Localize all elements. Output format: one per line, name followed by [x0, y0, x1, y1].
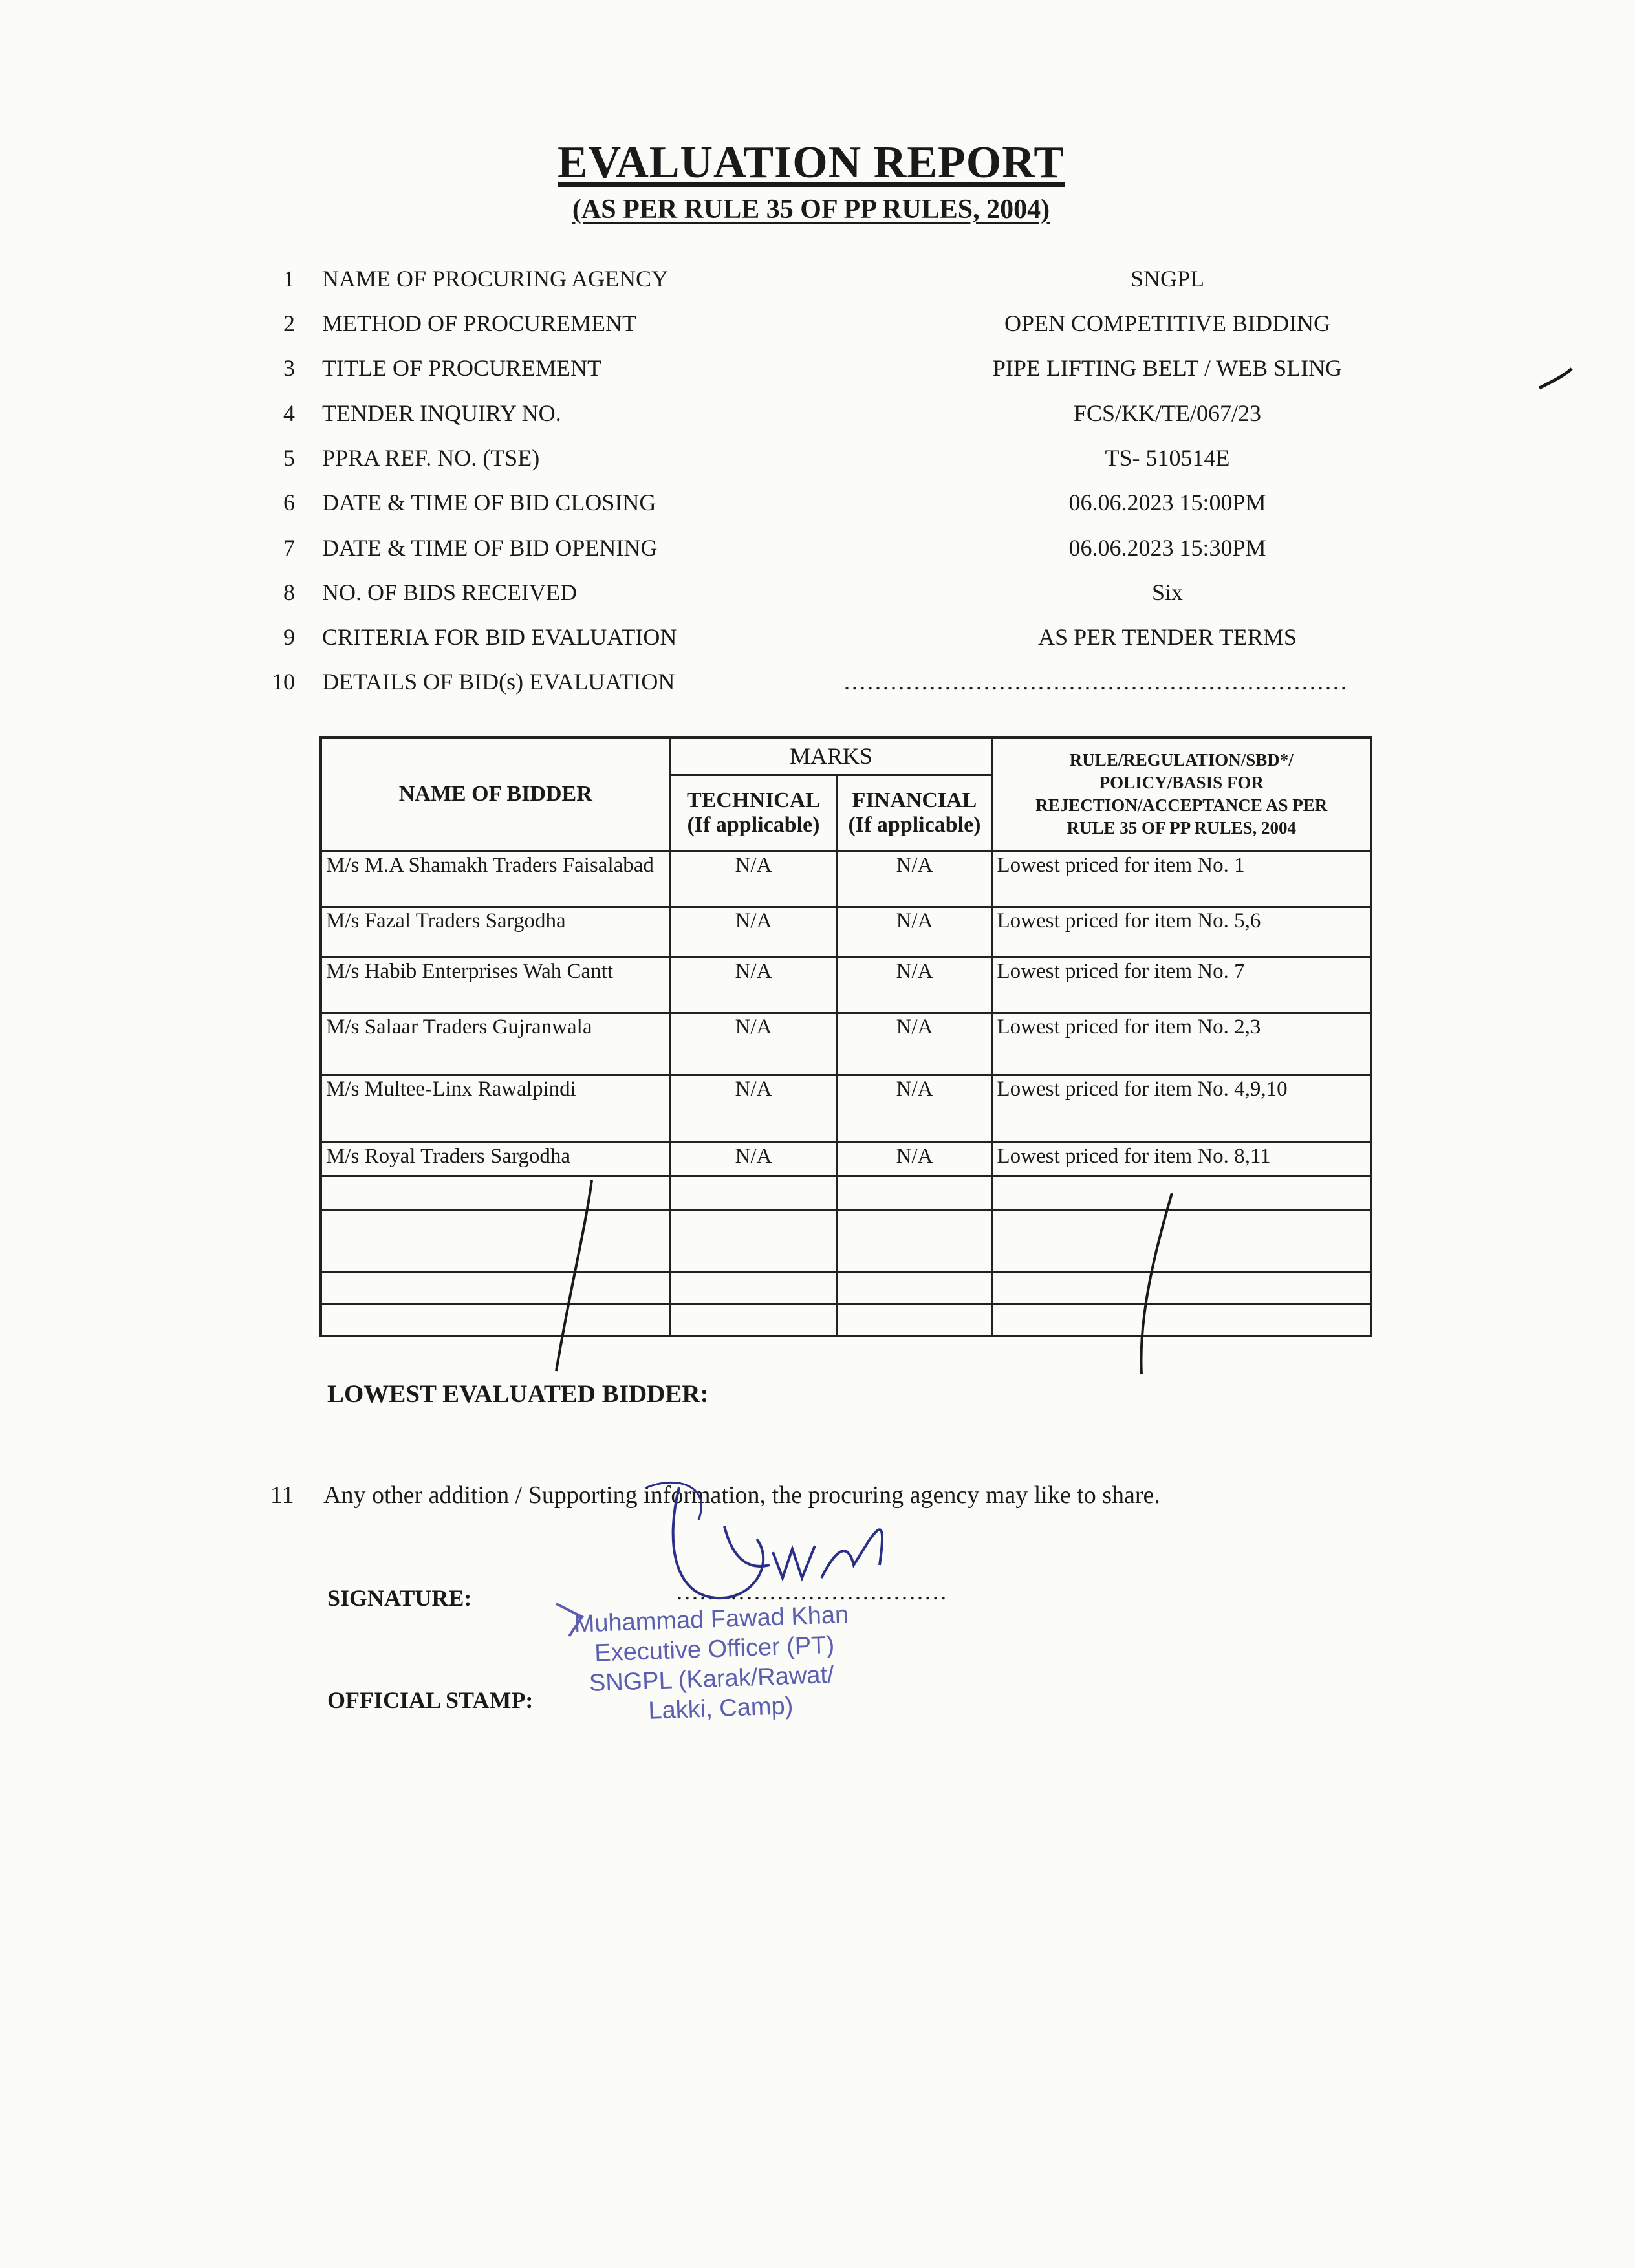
header-financial-note: (If applicable) [848, 813, 981, 837]
rule-basis: Lowest priced for item No. 7 [992, 957, 1371, 1013]
field-value-dots: ................................................................. [844, 669, 1348, 695]
bidder-name: M/s Royal Traders Sargodha [321, 1142, 670, 1176]
field-label: TENDER INQUIRY NO. [322, 400, 561, 426]
header-marks: MARKS [670, 737, 992, 775]
field-value: FCS/KK/TE/067/23 [1073, 400, 1262, 426]
stamp-office: SNGPL (Karak/Rawat/ [589, 1661, 835, 1697]
lowest-evaluated-bidder-label: LOWEST EVALUATED BIDDER: [327, 1380, 709, 1408]
technical-marks: N/A [670, 1142, 837, 1176]
field-label: DATE & TIME OF BID CLOSING [322, 490, 656, 515]
field-label: METHOD OF PROCUREMENT [322, 310, 637, 336]
strike-line-left [556, 1180, 592, 1371]
rule-basis: Lowest priced for item No. 8,11 [992, 1142, 1371, 1176]
header-financial-label: FINANCIAL [852, 788, 977, 812]
field-value: AS PER TENDER TERMS [1038, 624, 1297, 650]
signature-line: ................................... [677, 1579, 948, 1604]
strike-line-right [1141, 1193, 1172, 1374]
field-value: Six [1151, 579, 1184, 605]
official-stamp-label: OFFICIAL STAMP: [327, 1687, 534, 1713]
field-value: TS- 510514E [1105, 445, 1230, 471]
rule-basis: Lowest priced for item No. 4,9,10 [992, 1075, 1371, 1142]
rule-basis: Lowest priced for item No. 5,6 [992, 907, 1371, 957]
stamp-designation: Executive Officer (PT) [594, 1631, 835, 1667]
header-rule-line-2: POLICY/BASIS FOR [1099, 773, 1264, 793]
field-label: NO. OF BIDS RECEIVED [322, 579, 578, 605]
field-label: DATE & TIME OF BID OPENING [322, 535, 658, 561]
bidder-name: M/s Habib Enterprises Wah Cantt [321, 957, 670, 1013]
stamp-location: Lakki, Camp) [647, 1692, 794, 1725]
rule-basis: Lowest priced for item No. 1 [992, 851, 1371, 907]
header-name-of-bidder: NAME OF BIDDER [321, 737, 670, 851]
stamp-name: Muhammad Fawad Khan [574, 1601, 849, 1638]
field-value: SNGPL [1130, 266, 1205, 292]
field-value: 06.06.2023 15:30PM [1068, 535, 1266, 561]
report-title: EVALUATION REPORT [557, 138, 1065, 188]
field-label: TITLE OF PROCUREMENT [322, 355, 601, 381]
field-number: 7 [283, 535, 295, 561]
financial-marks: N/A [837, 1142, 992, 1176]
field-number: 4 [283, 400, 295, 426]
financial-marks: N/A [837, 957, 992, 1013]
field-number: 3 [283, 355, 295, 381]
financial-marks: N/A [837, 907, 992, 957]
rule-basis: Lowest priced for item No. 2,3 [992, 1013, 1371, 1075]
technical-marks: N/A [670, 1075, 837, 1142]
field-number: 5 [283, 445, 295, 471]
item-11-text: Any other addition / Supporting information, the procuring agency may like to share. [323, 1482, 1160, 1509]
field-value: 06.06.2023 15:00PM [1068, 490, 1266, 515]
header-technical-label: TECHNICAL [687, 788, 820, 812]
bidder-name: M/s Fazal Traders Sargodha [321, 907, 670, 957]
technical-marks: N/A [670, 957, 837, 1013]
technical-marks: N/A [670, 1013, 837, 1075]
field-number: 8 [283, 579, 295, 605]
field-value: OPEN COMPETITIVE BIDDING [1004, 310, 1330, 336]
field-label: PPRA REF. NO. (TSE) [322, 445, 540, 471]
field-number: 9 [283, 624, 295, 650]
field-number: 6 [283, 490, 295, 515]
financial-marks: N/A [837, 1013, 992, 1075]
technical-marks: N/A [670, 907, 837, 957]
field-label: CRITERIA FOR BID EVALUATION [322, 624, 677, 650]
signature-label: SIGNATURE: [327, 1585, 472, 1611]
signature-scribble [673, 1487, 882, 1598]
header-rule-line-3: REJECTION/ACCEPTANCE AS PER [1035, 795, 1328, 815]
header-rule-line-4: RULE 35 OF PP RULES, 2004 [1067, 818, 1297, 838]
report-subtitle: (AS PER RULE 35 OF PP RULES, 2004) [572, 195, 1050, 224]
field-label: DETAILS OF BID(s) EVALUATION [322, 669, 675, 695]
margin-mark [1539, 369, 1572, 388]
financial-marks: N/A [837, 851, 992, 907]
item-11-number: 11 [270, 1482, 294, 1509]
bidder-name: M/s M.A Shamakh Traders Faisalabad [321, 851, 670, 907]
stamp-mark [556, 1604, 582, 1636]
field-label: NAME OF PROCURING AGENCY [322, 266, 669, 292]
field-number: 10 [272, 669, 295, 695]
header-technical-note: (If applicable) [687, 813, 820, 837]
field-value: PIPE LIFTING BELT / WEB SLING [992, 355, 1343, 381]
financial-marks: N/A [837, 1075, 992, 1142]
field-number: 1 [283, 266, 295, 292]
bidder-name: M/s Salaar Traders Gujranwala [321, 1013, 670, 1075]
field-number: 2 [283, 310, 295, 336]
header-rule-line-1: RULE/REGULATION/SBD*/ [1069, 750, 1294, 770]
bidder-name: M/s Multee-Linx Rawalpindi [321, 1075, 670, 1142]
technical-marks: N/A [670, 851, 837, 907]
